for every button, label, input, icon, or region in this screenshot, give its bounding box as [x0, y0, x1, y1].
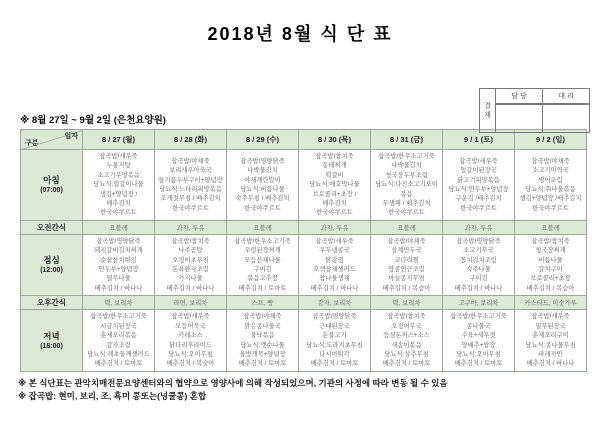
menu-item-line: 당뇨식:다진소고기오이	[375, 181, 438, 189]
meal-row	[21, 234, 587, 295]
approval-table	[479, 88, 590, 133]
menu-item-line: 생김+양념장 /	[99, 190, 138, 198]
menu-item-line: 마늘종지무침	[388, 275, 425, 283]
menu-item-line: 잡곡밥/새우죽	[171, 313, 210, 321]
menu-item-line: 갈치구이	[538, 266, 563, 274]
snack-cell: 요플레	[83, 220, 155, 234]
menu-item-line: 올방개묵+양념장	[239, 350, 286, 358]
menu-item-line: 한국야쿠르트	[100, 209, 137, 217]
snack-cell: 과자, 두유	[299, 220, 371, 234]
snack-cell: 카스타드, 미숫가루	[515, 296, 587, 310]
menu-item-line: 당뇨식:비름나물	[240, 185, 285, 193]
menu-item-line: 모듬어묵국	[175, 322, 206, 330]
row-label: 점심	[43, 255, 60, 266]
menu-item-line: 배추김치 / 토마토	[94, 360, 143, 368]
menu-item-line: 잡곡밥/한우소고기죽	[234, 237, 291, 245]
menu-item-line: 오징어초무침	[172, 256, 209, 264]
day-header-cell: 8 / 31 (금)	[371, 130, 443, 150]
menu-cell	[299, 310, 371, 371]
menu-item-line: 당뇨식:상추무침	[384, 350, 429, 358]
row-label-cell	[21, 220, 83, 234]
menu-item-line: 볶음고추장	[247, 275, 278, 283]
menu-cell	[155, 234, 227, 295]
menu-item-line: 오색잡채샐러드	[313, 266, 356, 274]
snack-cell: 요플레	[227, 220, 299, 234]
menu-item-line: 한국야쿠르트	[172, 204, 209, 212]
menu-item-line: 동태찌개	[322, 162, 347, 170]
snack-row	[21, 220, 587, 234]
menu-item-line: 당뇨식:오이무침	[168, 350, 213, 358]
menu-item-line: 배추김치 / 바나나	[310, 284, 359, 292]
menu-item-line: 당뇨식:해초들깨샐러드	[87, 350, 150, 358]
menu-item-line: 배추김치	[322, 200, 347, 208]
note-line: ※ 본 식단표는 관악치매전문요양센터와의 협약으로 영양사에 의해 작성되었으며, 기관의 사정에 따라 변동 될 수 있음	[18, 377, 448, 388]
menu-item-line: 파래자반	[538, 350, 563, 358]
menu-item-line: 잡곡밥/영양닭죽	[240, 157, 285, 165]
row-label-cell	[21, 234, 83, 295]
menu-item-line: 청국장두부조림	[385, 171, 428, 179]
menu-cell	[299, 150, 371, 221]
menu-cell	[83, 310, 155, 371]
menu-item-line: 소고기무국	[463, 247, 494, 255]
menu-item-line: 숙주무침 / 배추김치	[235, 195, 290, 203]
menu-item-line: 볶음	[400, 190, 413, 198]
menu-item-line: 나주곰탕	[178, 247, 203, 255]
approval-deputy-cell: 대 리	[543, 89, 590, 104]
menu-item-line: 당뇨식:취나물볶음	[525, 185, 576, 193]
menu-item-line: 잡곡밥/영양닭죽	[96, 237, 141, 245]
day-header-cell: 8 / 29 (수)	[227, 130, 299, 150]
menu-item-line: 잡곡밥/새우죽	[459, 157, 498, 165]
row-label-cell	[21, 150, 83, 221]
menu-item-line: 훈제오리구이	[532, 332, 569, 340]
snack-cell: 요플레	[515, 220, 587, 234]
menu-item-line: 청국장찌개	[535, 247, 566, 255]
snack-cell: 떡, 보리차	[83, 296, 155, 310]
snack-cell: 감자, 보리차	[299, 296, 371, 310]
menu-cell	[227, 310, 299, 371]
menu-item-line: 한국야쿠르트	[388, 209, 425, 217]
row-time: (12:00)	[40, 267, 63, 275]
row-label: 오전간식	[37, 222, 66, 232]
corner-cell	[21, 130, 83, 150]
menu-item-line: 잡곡밥/참치죽	[531, 237, 570, 245]
menu-item-line: 수육+새우젓	[461, 332, 496, 340]
menu-item-line: 당뇨식:연두부+양념장	[448, 185, 509, 193]
menu-item-line: 배추김치 / 토마토	[382, 360, 431, 368]
menu-item-line: 꽁치김치조림	[460, 256, 497, 264]
menu-item-line: 누룽지탕	[106, 162, 131, 170]
menu-item-line: 삼계만두국	[391, 247, 422, 255]
approval-deputy-sign-cell	[543, 104, 590, 133]
corner-date-label: 일자	[64, 133, 78, 140]
menu-cell	[155, 150, 227, 221]
menu-cell	[299, 234, 371, 295]
menu-item-line: 생김+양념장 /배추김치	[519, 195, 582, 203]
menu-item-line: 당뇨식:애호박나물	[309, 181, 360, 189]
menu-item-line: 배추김치 / 바나나	[166, 284, 215, 292]
menu-item-line: 당뇨식:느타리피망볶음	[159, 185, 222, 193]
menu-item-line: 잡곡밥/야채죽	[171, 157, 210, 165]
menu-item-line: 당뇨식:콩나물무침	[525, 341, 576, 349]
menu-item-line: 잡곡밥/영양닭죽	[312, 313, 357, 321]
note-line: ※ 잡곡밥: 현미, 보리, 조, 흑미 콩또는(넝쿨콩) 혼합	[18, 390, 207, 401]
menu-cell	[443, 150, 515, 221]
menu-item-line: 조개젓무침 / 배추김치	[160, 195, 221, 203]
menu-table-body	[21, 130, 587, 372]
menu-item-line: 등심돈까스+소스	[383, 332, 430, 340]
footer-notes	[18, 377, 600, 403]
menu-item-line: 잡곡밥/야채죽	[387, 237, 426, 245]
menu-item-line: 근대된장국	[319, 322, 350, 330]
snack-cell: 과자, 두유	[443, 220, 515, 234]
menu-item-line: 브로콜리+초장	[530, 275, 571, 283]
approval-stamp-cell: 결재	[480, 89, 496, 133]
menu-item-line: 잡곡밥/참치죽	[387, 313, 426, 321]
menu-cell	[227, 150, 299, 221]
menu-item-line: 잡곡밥/야채죽	[243, 313, 282, 321]
day-header-cell: 8 / 28 (화)	[155, 130, 227, 150]
menu-item-line: 모듬산채나물	[244, 256, 281, 264]
menu-item-line: 양배추+쌈장	[461, 341, 496, 349]
day-header-cell: 9 / 2 (일)	[515, 130, 587, 150]
menu-item-line: 배추김치 / 복숭아	[526, 284, 575, 292]
meal-row	[21, 150, 587, 221]
menu-table	[20, 129, 587, 372]
row-time: (07:00)	[40, 186, 63, 194]
snack-cell: 과자, 두유	[155, 220, 227, 234]
snack-row	[21, 296, 587, 310]
menu-item-line: 떡갈비	[325, 171, 344, 179]
menu-item-line: 가지나물	[178, 275, 203, 283]
menu-item-line: 배추김치	[106, 200, 131, 208]
menu-cell	[155, 310, 227, 371]
row-label-cell	[21, 310, 83, 371]
menu-item-line: 배추김치 / 토마토	[454, 360, 503, 368]
row-time: (18:00)	[40, 342, 63, 350]
menu-item-line: 한국야쿠르트	[316, 209, 353, 217]
menu-item-line: 잡곡밥/한우소고기죽	[90, 313, 147, 321]
menu-cell	[515, 150, 587, 221]
menu-item-line: 잡곡밥/한우소고기죽	[450, 313, 507, 321]
menu-item-line: 잡곡밥/야채죽	[531, 157, 570, 165]
menu-item-line: 브로콜리+초장 /	[312, 190, 357, 198]
menu-item-line: 오징어무국	[391, 322, 422, 330]
menu-item-line: 배추김치 / 바나나	[526, 360, 575, 368]
approval-manager-sign-cell	[496, 104, 543, 133]
menu-item-line: 열무된장국	[535, 322, 566, 330]
menu-item-line: 당뇨식:깻순나물	[240, 341, 285, 349]
menu-item-line: 구이김	[469, 275, 488, 283]
menu-item-line: 숙주나물	[466, 266, 491, 274]
menu-item-line: 훈제오리볶음	[100, 332, 137, 340]
menu-item-line: 당뇨식:얼갈이나물	[93, 181, 144, 189]
menu-item-line: 나박물김치	[247, 167, 278, 175]
menu-item-line: 시금치된장국	[100, 322, 137, 330]
menu-item-line: 돼지갈비김치찌개	[94, 247, 143, 255]
menu-item-line: 비름나물	[538, 256, 563, 264]
menu-item-line: 한국야쿠르트	[244, 204, 281, 212]
approval-manager-cell: 담 당	[496, 89, 543, 104]
menu-cell	[83, 234, 155, 295]
menu-item-line: 잡곡밥/새우죽	[531, 313, 570, 321]
menu-item-line: 순살삼치튀김	[100, 256, 137, 264]
menu-item-line: 땅콩연근조림	[388, 266, 425, 274]
menu-item-line: 연두부+양념장	[98, 266, 139, 274]
menu-item-line: 배추김치 / 복숭아	[382, 284, 431, 292]
menu-item-line: 들기름두부구이+양념장	[158, 176, 223, 184]
menu-item-line: 한국야쿠르트	[460, 204, 497, 212]
menu-item-line: 배추김치 / 바나나	[94, 284, 143, 292]
snack-cell: 스프, 빵	[227, 296, 299, 310]
menu-item-line: 코다리찜	[394, 256, 419, 264]
menu-item-line: 배추김치 / 토마토	[238, 360, 287, 368]
menu-item-line: 맑은콩나물국	[244, 322, 281, 330]
menu-item-line: 다시마튀각	[319, 350, 350, 358]
menu-item-line: 소고기우엉볶음	[97, 171, 140, 179]
meal-row	[21, 310, 587, 371]
day-header-cell: 9 / 1 (토)	[443, 130, 515, 150]
page-title: 2018년 8월 식 단 표	[207, 24, 393, 44]
snack-cell: 떡, 보리차	[371, 296, 443, 310]
menu-cell	[443, 234, 515, 295]
menu-item-line: 구운김 /배추김치	[455, 195, 502, 203]
row-label-cell	[21, 296, 83, 310]
menu-item-line: 닭고기피망볶음	[457, 176, 500, 184]
menu-item-line: 새송이볶음	[391, 341, 422, 349]
menu-item-line: 병어조림	[538, 176, 563, 184]
snack-cell: 고구마, 보리차	[443, 296, 515, 310]
menu-item-line: 불낙볶음	[250, 332, 275, 340]
menu-cell	[443, 310, 515, 371]
menu-item-line: 참나물생채	[319, 275, 350, 283]
corner-category-label: 구분	[25, 140, 39, 147]
menu-item-line: 무생채 / 배추김치	[382, 200, 431, 208]
menu-cell	[515, 234, 587, 295]
menu-item-line: 열무나물	[106, 275, 131, 283]
day-header-cell: 8 / 30 (목)	[299, 130, 371, 150]
menu-item-line: 우무냉콩국	[319, 247, 350, 255]
menu-item-line: 나박물김치	[391, 162, 422, 170]
menu-item-line: 잡곡밥/영양닭죽	[456, 237, 501, 245]
menu-item-line: 배추김치 / 복숭아	[166, 360, 215, 368]
menu-item-line: 당뇨식:도라지초무침	[306, 341, 363, 349]
menu-item-line: 배추김치 / 바나나	[454, 284, 503, 292]
menu-cell	[227, 234, 299, 295]
menu-item-line: 콩나물국	[466, 322, 491, 330]
menu-cell	[371, 234, 443, 295]
period-subtitle: ※ 8월 27일 ~ 9월 2일 (은천요양원)	[20, 115, 166, 126]
menu-cell	[515, 310, 587, 371]
menu-cell	[371, 310, 443, 371]
row-label: 저녁	[43, 330, 60, 341]
row-label: 오후간식	[37, 298, 66, 308]
snack-cell: 라면, 보리차	[155, 296, 227, 310]
menu-cell	[83, 150, 155, 221]
menu-item-line: 돈불고기	[322, 332, 347, 340]
menu-item-line: 감자조림	[106, 341, 131, 349]
menu-item-line: 잡곡밥/한우소고기죽	[378, 153, 435, 160]
menu-item-line: 배추김치 / 토마토	[238, 284, 287, 292]
row-label: 아침	[43, 174, 60, 185]
menu-item-line: 한국야쿠르트	[532, 204, 569, 212]
snack-cell: 요플레	[371, 220, 443, 234]
menu-item-line: 구이김	[253, 266, 272, 274]
menu-item-line: 소고기미역국	[532, 167, 569, 175]
menu-cell	[371, 150, 443, 221]
menu-item-line: 보리새우아욱국	[169, 167, 212, 175]
menu-item-line: 배추김치 / 토마토	[310, 360, 359, 368]
menu-item-line: 돈육완자조림	[172, 266, 209, 274]
menu-item-line: 당뇨식:오이무침	[456, 350, 501, 358]
menu-item-line: 우렁된장찌개	[244, 247, 281, 255]
day-header-cell: 8 / 27 (월)	[83, 130, 155, 150]
menu-item-line: 잡곡밥/새우죽	[315, 237, 354, 245]
menu-item-line: 카레소스	[178, 332, 203, 340]
menu-item-line: 잡곡밥/새우죽	[99, 153, 138, 160]
menu-item-line: 잡곡밥/참치죽	[315, 153, 354, 160]
menu-item-line: 닭강정	[325, 256, 344, 264]
menu-item-line: 잡곡밥/참치죽	[171, 237, 210, 245]
menu-item-line: 야채계란말이	[244, 176, 281, 184]
menu-item-line: 닭다리후라이드	[169, 341, 212, 349]
menu-item-line: 얼갈이된장국	[460, 167, 497, 175]
